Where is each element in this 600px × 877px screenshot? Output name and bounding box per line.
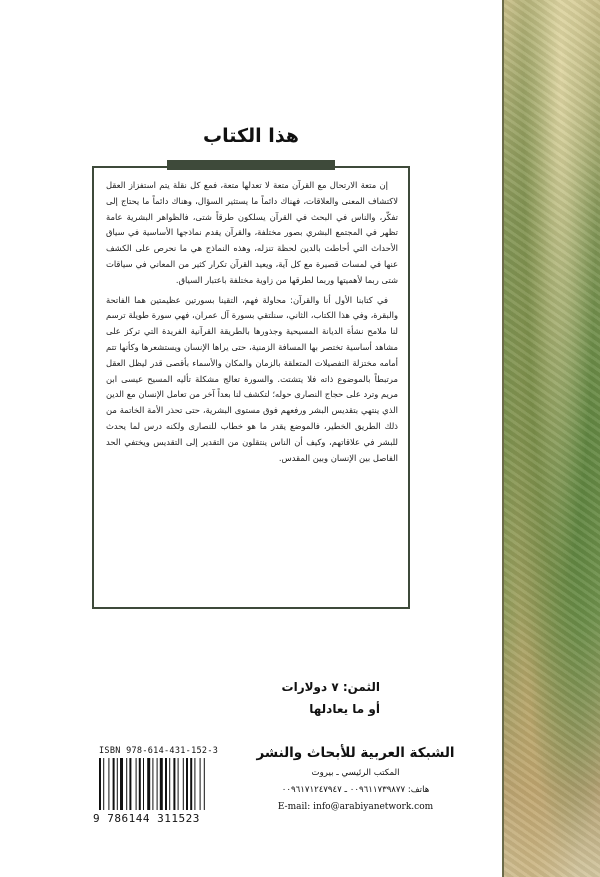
cover-artwork-strip xyxy=(502,0,600,877)
book-description xyxy=(106,178,398,470)
publisher-email: E-mail: info@arabiyanetwork.com xyxy=(277,802,434,812)
publisher-name: الشبكة العربية للأبحاث والنشر xyxy=(256,745,455,761)
barcode-digits: 9 786144 311523 xyxy=(93,812,200,825)
price-block xyxy=(210,676,380,720)
price-line: الثمن: ٧ دولارات xyxy=(281,680,380,694)
cover-spine-edge xyxy=(502,0,504,877)
section-title: هذا الكتاب xyxy=(203,125,299,147)
isbn-barcode xyxy=(93,746,240,825)
description-paragraph-1: إن متعة الارتحال مع القرآن متعة لا تعدلها متعة، فمع كل نقلة يتم استفزاز العقل لاكتشاف المعنى والعلاقات، فهناك دائماً ما يستثير السؤال، وهناك دائماً ما يحتاج إلى تفكّر، والناس في البحث في القرآن يسلكون طرقاً شتى، فالظواهر البشرية عامة تظهر في المجتمع البشري بصور مختلفة، والقرآن يقدم نماذجها الأساسية في سياق الأحداث التي أحاطت بالدين لحظة تنزله، وهذه النماذج هي ما نحرص على الكشف عنها في لمسات قصيرة مع كل آية، ويعيد القرآن تكرار كثير من المعاني في سياقات شتى ربما لأهميتها وربما لطرقها من زاوية مختلفة باعتبار السياق. xyxy=(106,180,398,285)
publisher-office: المكتب الرئيسي ـ بيروت xyxy=(311,768,400,778)
barcode-icon xyxy=(97,758,237,810)
publisher-block xyxy=(248,745,463,816)
isbn-label: ISBN 978-614-431-152-3 xyxy=(99,746,219,756)
price-equivalent-line: أو ما يعادلها xyxy=(309,702,380,716)
publisher-phone: هاتف: ٠٠٩٦١١٧٣٩٨٧٧ ـ ٠٠٩٦١٧١٢٤٧٩٤٧ xyxy=(281,785,430,795)
description-paragraph-2: في كتابنا الأول أنا والقرآن: محاولة فهم، التقينا بسورتين عظيمتين هما الفاتحة والبقرة، وفي هذا الكتاب، الثاني، سنلتقي بسورة آل عمران، فهي سورة طويلة ترسم لنا ملامح نشأة الديانة المسيحية وجذورها بالطريقة القرآنية الفريدة التي تركز على مشاهد أساسية تختصر بها المسافة الزمنية، حتى يراها الإنسان ويستشعرها وكأنها تتم أمامه مختزلة التفصيلات المتعلقة بالزمان والمكان والأسماء بأقصى قدر ليظل العقل مرتبطاً بالموضوع ذاته فلا يتشتت. والسورة تعالج مشكلة تأليه المسيح عيسى ابن مريم وترد على حجاج النصارى حوله؛ لتكشف لنا بعداً آخر من تعامل الإنسان مع الدين الذي ينتهي بتقديس البشر ورفعهم فوق مستوى البشرية، حتى تحذر الأمة الخاتمة من ذلك الطريق الخطير، فالموضع يقدر ما هو خطاب للنصارى ولكنه درس لما يحدث للبشر في علاقاتهم، وكيف أن الناس ينتقلون من التقدير إلى التقديس ويختفي الحد الفاصل بين الإنسان وبين المقدس. xyxy=(106,294,398,463)
